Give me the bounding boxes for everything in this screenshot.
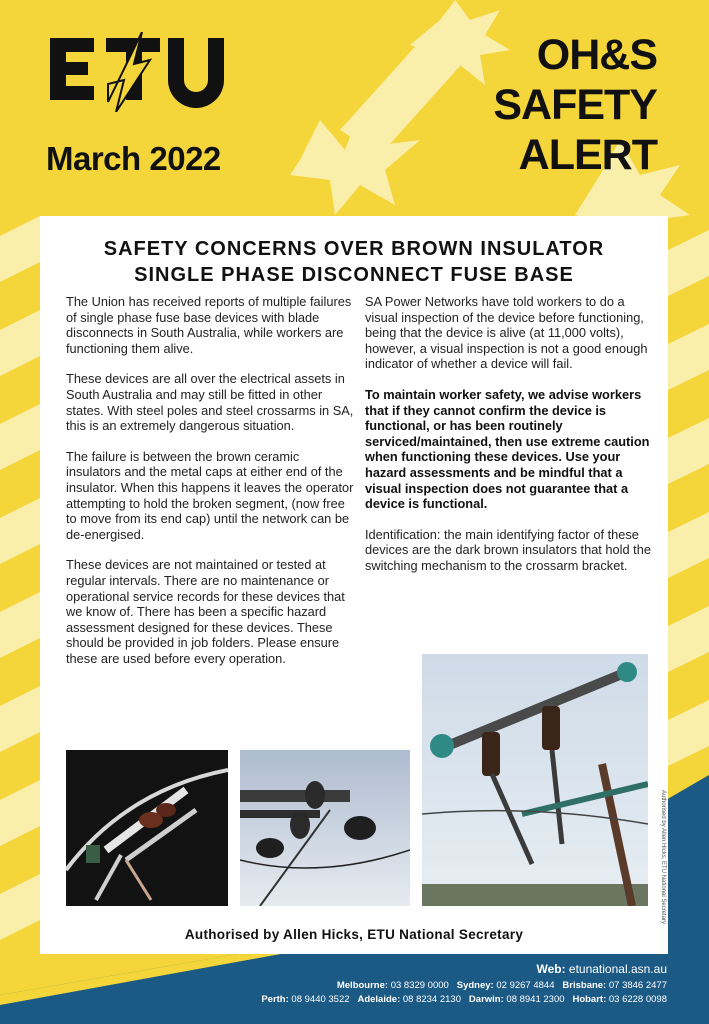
city-label: Melbourne:	[336, 980, 389, 991]
alert-title	[437, 30, 657, 180]
paragraph: Identification: the main identifying factor of these devices are the dark brown insulators that hold the switching mechanism to the crossarm bracket.	[365, 526, 651, 573]
headline-line-2: SINGLE PHASE DISCONNECT FUSE BASE	[134, 264, 574, 286]
web-contact	[536, 962, 667, 976]
paragraph: The failure is between the brown ceramic insulators and the metal caps at either end of the insulator. When this happens it leaves the operator attempting to hold the broken segment, (now free to move from its end cap) until the network can be de-energised.	[66, 448, 354, 542]
phone-number: 03 6228 0098	[608, 994, 667, 1005]
city-label: Darwin:	[468, 994, 504, 1005]
paragraph: The Union has received reports of multiple failures of single phase fuse base devices with blade disconnects in South Australia, while workers are functioning them alive.	[66, 294, 352, 356]
right-column	[365, 294, 655, 589]
phone-number: 08 9440 3522	[291, 994, 350, 1005]
alert-title-line: SAFETY	[493, 81, 657, 129]
safety-advice: To maintain worker safety, we advise workers that if they cannot confirm the device is functional, or has been routinely serviced/maintained, then use extreme caution when functioning these devices. Use your hazard assessments and be mindful that a visual inspection does not guarantee that a device is functional.	[365, 386, 650, 512]
left-column	[66, 294, 356, 681]
paragraph: SA Power Networks have told workers to do a visual inspection of the device before functioning, being that the device is alive (at 11,000 volts), however, a visual inspection is not a good enough indicator of whether a device will fail.	[365, 294, 648, 372]
web-link[interactable]: etunational.asn.au	[568, 962, 667, 976]
city-label: Sydney:	[456, 980, 494, 991]
photo-fuse-base-night	[66, 750, 228, 906]
phone-number: 02 9267 4844	[496, 980, 555, 991]
city-label: Hobart:	[572, 994, 607, 1005]
photo-fuse-base-pole	[422, 654, 648, 906]
phone-number: 07 3846 2477	[608, 980, 667, 991]
alert-title-line: OH&S	[536, 31, 657, 79]
headline	[40, 236, 668, 288]
phone-number: 08 8234 2130	[402, 994, 461, 1005]
photo-insulators-sky	[240, 750, 410, 906]
web-label: Web:	[536, 962, 566, 976]
city-label: Brisbane:	[562, 980, 607, 991]
paragraph: These devices are all over the electrical assets in South Australia and may still be fitted in other states. With steel poles and steel crossarms in SA, this is an extremely dangerous situation.	[66, 371, 354, 434]
alert-title-line: ALERT	[518, 131, 657, 179]
side-authorisation-note: Authorised by Allen Hicks, ETU National Secretary	[660, 790, 666, 925]
contact-row-1	[337, 980, 667, 991]
city-label: Perth:	[261, 994, 289, 1005]
phone-number: 08 8941 2300	[506, 994, 565, 1005]
issue-date: March 2022	[46, 140, 221, 177]
contact-row-2	[261, 994, 667, 1005]
headline-line-1: SAFETY CONCERNS OVER BROWN INSULATOR	[103, 238, 605, 260]
etu-logo	[50, 32, 225, 112]
authorisation-line: Authorised by Allen Hicks, ETU National Secretary	[184, 927, 524, 942]
paragraph: These devices are not maintained or tested at regular intervals. There are no maintenance or operational service records for these devices that we know of. There has been a specific hazard assessment designed for these devices. These should be provided in job folders. Please ensure these are used before every operation.	[66, 557, 345, 666]
city-label: Adelaide:	[357, 994, 401, 1005]
phone-number: 03 8329 0000	[390, 980, 449, 991]
content-panel	[40, 216, 668, 954]
